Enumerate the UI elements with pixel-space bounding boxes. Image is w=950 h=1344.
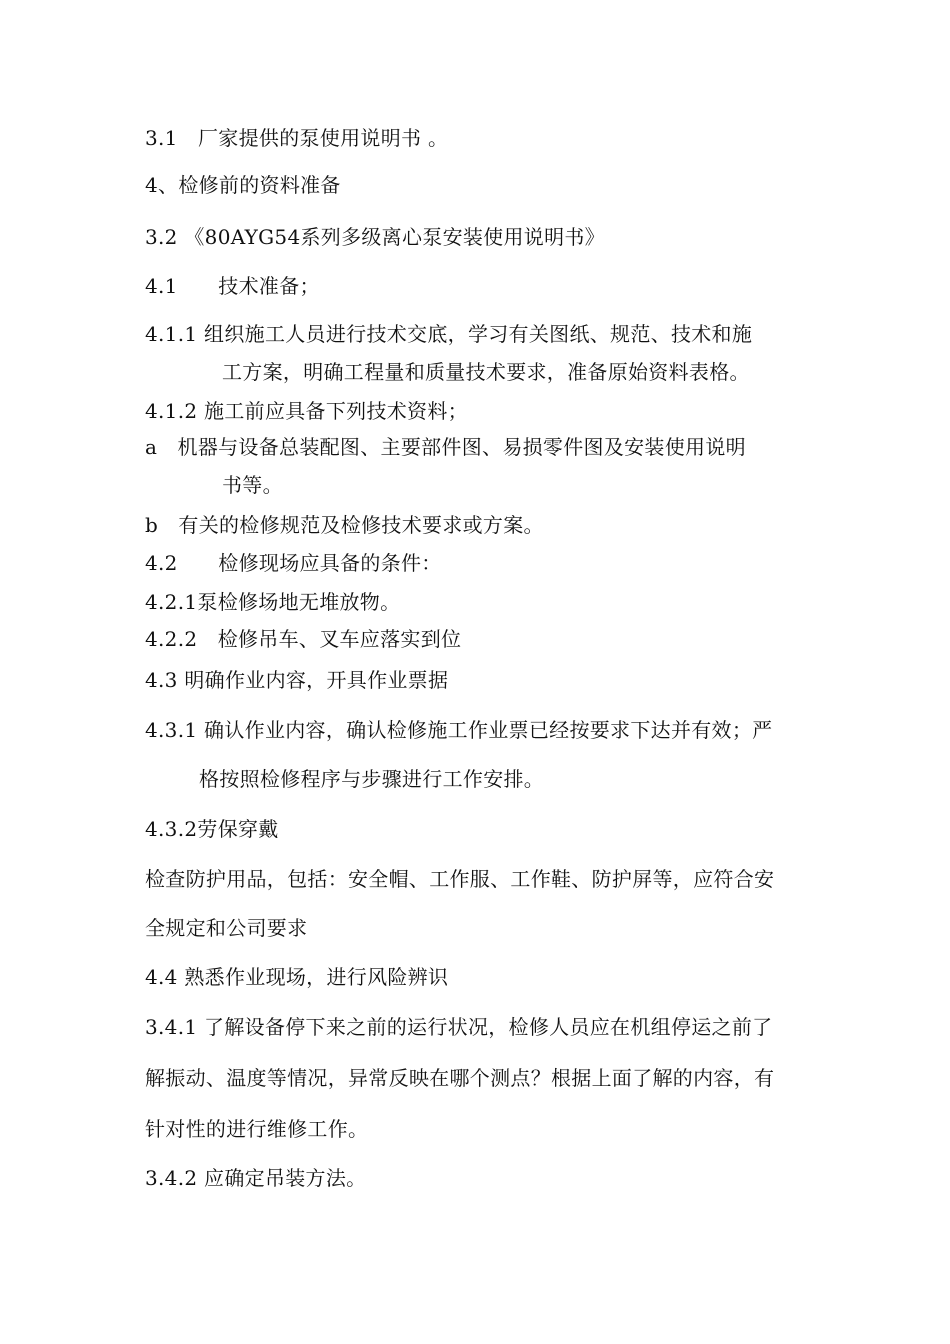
line-4-3-2: 4.3.2劳保穿戴 [145, 817, 279, 841]
line-4-1: 4.1 技术准备； [145, 274, 320, 298]
line-4-3-1-cont: 格按照检修程序与步骤进行工作安排。 [199, 767, 545, 791]
line-3-4-2: 3.4.2 应确定吊装方法。 [145, 1166, 367, 1190]
line-item-b: b 有关的检修规范及检修技术要求或方案。 [145, 513, 544, 537]
line-4-2-1: 4.2.1泵检修场地无堆放物。 [145, 590, 401, 614]
line-4-3-1: 4.3.1 确认作业内容，确认检修施工作业票已经按要求下达并有效；严 [145, 718, 773, 742]
line-item-a-cont: 书等。 [222, 473, 283, 497]
line-3-4-1-cont2: 针对性的进行维修工作。 [145, 1117, 369, 1141]
line-3-1: 3.1 厂家提供的泵使用说明书 。 [145, 126, 449, 150]
line-4-3: 4.3 明确作业内容，开具作业票据 [145, 668, 449, 692]
line-ppe-check-cont: 全规定和公司要求 [145, 916, 308, 940]
line-3-2: 3.2 《80AYG54系列多级离心泵安装使用说明书》 [145, 225, 605, 249]
line-ppe-check: 检查防护用品，包括：安全帽、工作服、工作鞋、防护屏等，应符合安 [145, 867, 775, 891]
line-4-2-2: 4.2.2 检修吊车、叉车应落实到位 [145, 627, 462, 651]
line-3-4-1: 3.4.1 了解设备停下来之前的运行状况，检修人员应在机组停运之前了 [145, 1015, 773, 1039]
line-3-4-1-cont1: 解振动、温度等情况，异常反映在哪个测点？根据上面了解的内容，有 [145, 1066, 775, 1090]
line-item-a: a 机器与设备总装配图、主要部件图、易损零件图及安装使用说明 [145, 435, 746, 459]
line-4-1-1: 4.1.1 组织施工人员进行技术交底，学习有关图纸、规范、技术和施 [145, 322, 753, 346]
line-section-4: 4、检修前的资料准备 [145, 173, 341, 197]
line-4-1-2: 4.1.2 施工前应具备下列技术资料； [145, 399, 468, 423]
line-4-4: 4.4 熟悉作业现场，进行风险辨识 [145, 965, 449, 989]
line-4-2: 4.2 检修现场应具备的条件： [145, 551, 442, 575]
line-4-1-1-cont: 工方案，明确工程量和质量技术要求，准备原始资料表格。 [222, 360, 750, 384]
